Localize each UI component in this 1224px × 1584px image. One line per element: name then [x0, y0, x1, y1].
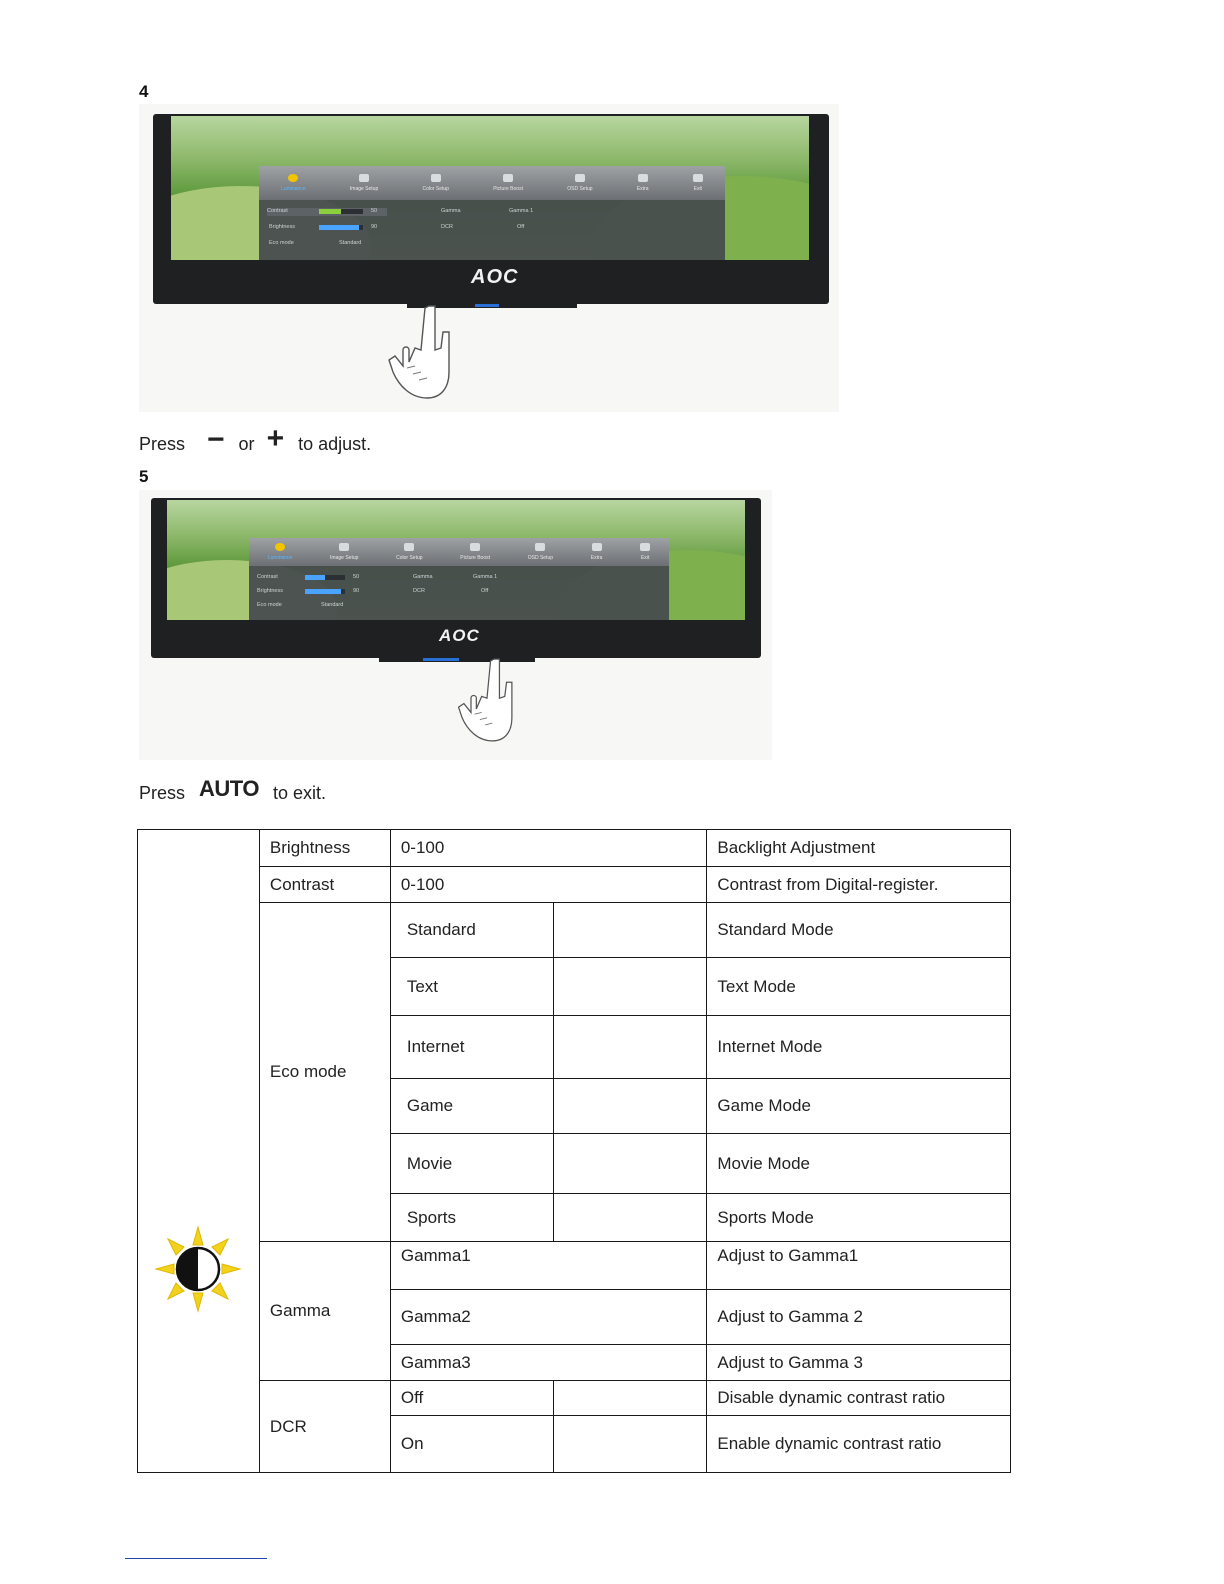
pointing-hand-icon [385, 302, 475, 402]
auto-key-icon: AUTO [199, 776, 259, 801]
aoc-logo: AOC [471, 266, 519, 288]
empty-cell [553, 958, 707, 1016]
image-setup-icon [339, 543, 349, 551]
picture-boost-icon [503, 174, 513, 182]
luminance-settings-table [137, 829, 1011, 1473]
table-row [138, 867, 1011, 903]
osd-tab-luminance[interactable]: Luminance [268, 543, 292, 561]
dcr-option-desc: Enable dynamic contrast ratio [707, 1416, 1011, 1473]
minus-key-icon: − [207, 423, 225, 456]
eco-mode-label: Eco mode [259, 903, 390, 1242]
extra-icon [592, 543, 602, 551]
eco-option-desc: Game Mode [707, 1079, 1011, 1134]
table-row [138, 830, 1011, 867]
table-row [138, 1242, 1011, 1290]
osd-tab-osd-setup[interactable]: OSD Setup [528, 543, 553, 561]
osd-row-dcr[interactable]: DCR [441, 224, 453, 230]
osd-row-brightness[interactable]: Brightness [257, 588, 283, 594]
eco-option-name: Movie [390, 1134, 553, 1194]
empty-cell [553, 1381, 707, 1416]
table-row [138, 903, 1011, 958]
eco-option-name: Text [390, 958, 553, 1016]
monitor-screen [167, 500, 745, 620]
eco-option-desc: Standard Mode [707, 903, 1011, 958]
empty-cell [553, 1416, 707, 1473]
gamma-value: Gamma 1 [509, 208, 534, 214]
dcr-option-name: On [390, 1416, 553, 1473]
osd-setup-icon [575, 174, 585, 182]
contrast-label: Contrast [259, 867, 390, 903]
dcr-value: Off [517, 224, 525, 230]
picture-boost-icon [470, 543, 480, 551]
osd-row-contrast[interactable]: Contrast [257, 574, 278, 580]
osd-row-brightness[interactable]: Brightness [269, 224, 295, 230]
monitor-bezel [153, 114, 829, 304]
brightness-bar [305, 589, 345, 594]
table-row [138, 1381, 1011, 1416]
gamma-value: Gamma 1 [473, 574, 498, 580]
contrast-bar-fill [305, 575, 325, 580]
eco-option-desc: Internet Mode [707, 1016, 1011, 1079]
eco-option-name: Standard [390, 903, 553, 958]
brightness-bar-fill [305, 589, 341, 594]
luminance-icon [288, 174, 298, 182]
eco-option-desc: Sports Mode [707, 1194, 1011, 1242]
luminance-icon [275, 543, 285, 551]
brightness-bar [319, 225, 363, 230]
caption-adjust: Press − or + to adjust. [139, 422, 372, 456]
gamma-option-desc: Adjust to Gamma1 [707, 1242, 1011, 1290]
contrast-range: 0-100 [390, 867, 707, 903]
gamma-label: Gamma [259, 1242, 390, 1381]
osd-tab-extra[interactable]: Extra [637, 174, 649, 192]
osd-row-gamma[interactable]: Gamma [413, 574, 433, 580]
exit-icon [640, 543, 650, 551]
osd-tab-extra[interactable]: Extra [591, 543, 603, 561]
power-led [475, 304, 499, 307]
osd-tab-bar [259, 166, 725, 200]
osd-setup-icon [535, 543, 545, 551]
osd-tab-image-setup[interactable]: Image Setup [350, 174, 378, 192]
luminance-icon-cell [138, 830, 260, 1473]
dcr-option-desc: Disable dynamic contrast ratio [707, 1381, 1011, 1416]
brightness-bar-fill [319, 225, 359, 230]
power-led [423, 658, 459, 661]
osd-tab-color-setup[interactable]: Color Setup [396, 543, 422, 561]
osd-tab-color-setup[interactable]: Color Setup [423, 174, 449, 192]
osd-tab-exit[interactable]: Exit [640, 543, 650, 561]
brightness-desc: Backlight Adjustment [707, 830, 1011, 867]
caption-exit: Press AUTO to exit. [139, 776, 326, 803]
brightness-label: Brightness [259, 830, 390, 867]
osd-row-eco-mode[interactable]: Eco mode [269, 240, 294, 246]
monitor-screen [171, 116, 809, 260]
osd-row-eco-mode[interactable]: Eco mode [257, 602, 282, 608]
osd-menu [259, 166, 725, 260]
osd-tab-image-setup[interactable]: Image Setup [330, 543, 358, 561]
empty-cell [553, 1194, 707, 1242]
step-number-5: 5 [139, 467, 149, 486]
gamma-option-name: Gamma1 [390, 1242, 707, 1290]
gamma-option-desc: Adjust to Gamma 2 [707, 1290, 1011, 1345]
gamma-option-desc: Adjust to Gamma 3 [707, 1345, 1011, 1381]
osd-tab-bar [249, 538, 669, 566]
eco-option-name: Sports [390, 1194, 553, 1242]
gamma-option-name: Gamma3 [390, 1345, 707, 1381]
pointing-hand-icon [455, 652, 535, 748]
eco-mode-value: Standard [339, 240, 362, 246]
contrast-bar-fill [319, 209, 341, 214]
contrast-value: 50 [371, 208, 378, 214]
osd-tab-picture-boost[interactable]: Picture Boost [460, 543, 490, 561]
contrast-bar [319, 209, 363, 214]
eco-option-desc: Movie Mode [707, 1134, 1011, 1194]
eco-option-name: Internet [390, 1016, 553, 1079]
monitor-figure-step4 [139, 104, 839, 412]
exit-icon [693, 174, 703, 182]
aoc-logo: AOC [439, 626, 480, 645]
dcr-option-name: Off [390, 1381, 553, 1416]
contrast-value: 50 [353, 574, 360, 580]
empty-cell [553, 1079, 707, 1134]
brightness-range: 0-100 [390, 830, 707, 867]
footer-link-line [125, 1558, 267, 1559]
osd-tab-picture-boost[interactable]: Picture Boost [493, 174, 523, 192]
gamma-option-name: Gamma2 [390, 1290, 707, 1345]
empty-cell [553, 1134, 707, 1194]
plus-key-icon: + [266, 422, 285, 455]
empty-cell [553, 1016, 707, 1079]
extra-icon [638, 174, 648, 182]
monitor-figure-step5 [139, 490, 772, 760]
contrast-desc: Contrast from Digital-register. [707, 867, 1011, 903]
color-setup-icon [404, 543, 414, 551]
monitor-bezel [151, 498, 761, 658]
osd-tab-luminance[interactable]: Luminance [281, 174, 305, 192]
osd-row-gamma[interactable]: Gamma [441, 208, 461, 214]
image-setup-icon [359, 174, 369, 182]
color-setup-icon [431, 174, 441, 182]
contrast-bar [305, 575, 345, 580]
osd-row-dcr[interactable]: DCR [413, 588, 425, 594]
empty-cell [553, 903, 707, 958]
brightness-value: 90 [371, 224, 378, 230]
luminance-sun-icon [153, 1224, 243, 1314]
osd-menu [249, 538, 669, 620]
brightness-value: 90 [353, 588, 360, 594]
osd-tab-exit[interactable]: Exit [693, 174, 703, 192]
eco-mode-value: Standard [321, 602, 344, 608]
eco-option-name: Game [390, 1079, 553, 1134]
osd-tab-osd-setup[interactable]: OSD Setup [567, 174, 592, 192]
eco-option-desc: Text Mode [707, 958, 1011, 1016]
step-number-4: 4 [139, 82, 149, 101]
dcr-value: Off [481, 588, 489, 594]
dcr-label: DCR [259, 1381, 390, 1473]
osd-row-contrast[interactable]: Contrast [267, 208, 387, 216]
